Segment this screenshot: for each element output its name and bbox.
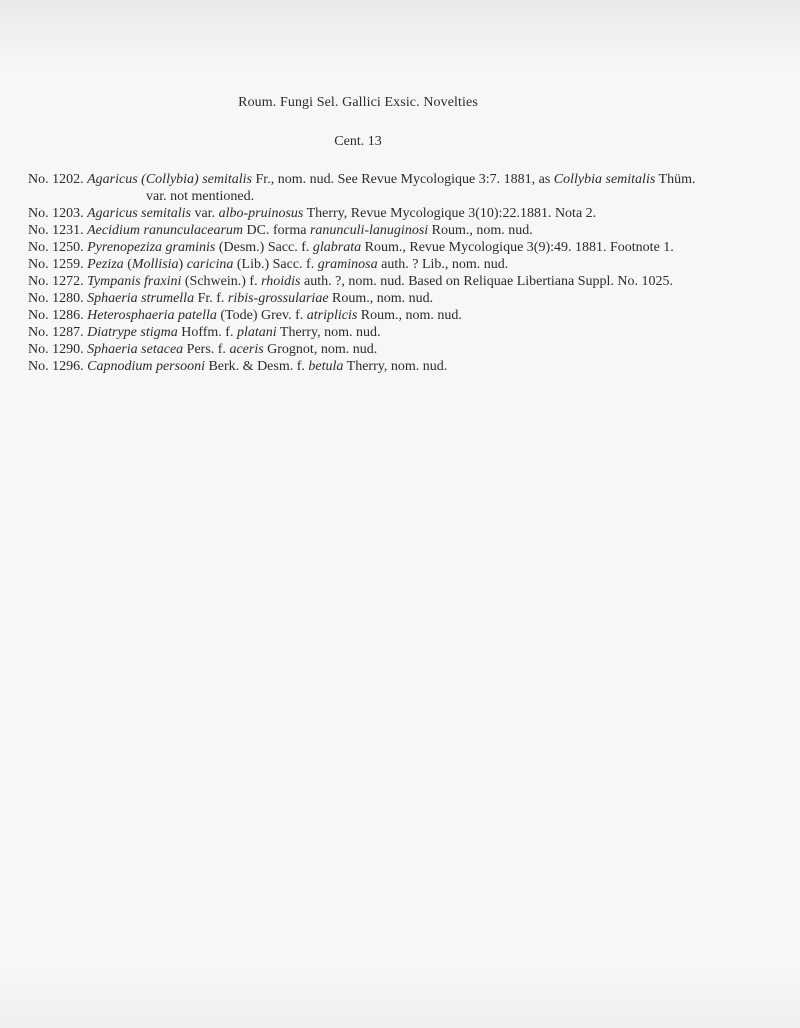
list-item — [28, 307, 708, 324]
list-item — [28, 171, 708, 205]
taxon-name: ranunculi-lanuginosi — [309, 223, 429, 238]
entry-text: ) — [178, 257, 187, 272]
entry-number: No. 1259. — [28, 257, 84, 272]
entry-text: (Lib.) Sacc. f. — [233, 257, 318, 272]
entry-text: Hoffm. f. — [177, 325, 237, 340]
taxon-name: Collybia semitalis — [553, 172, 656, 187]
century-label: Cent. 13 — [334, 134, 382, 149]
entry-text: Roum., Revue Mycologique 3(9):49. 1881. Footnote 1. — [361, 240, 674, 255]
taxon-name: betula — [308, 359, 344, 374]
entry-text: (Tode) Grev. f. — [216, 308, 307, 323]
list-item — [28, 256, 708, 273]
entry-number: No. 1231. — [28, 223, 84, 238]
scan-bleed-top — [0, 0, 800, 70]
taxon-name: Aecidium ranunculacearum — [87, 223, 244, 238]
taxon-name: Sphaeria strumella — [87, 291, 195, 306]
taxon-name: Agaricus (Collybia) semitalis — [87, 172, 253, 187]
entry-text: Thüm. var. not mentioned. — [146, 172, 696, 204]
entry-text: Therry, nom. nud. — [343, 359, 448, 374]
page-title: Roum. Fungi Sel. Gallici Exsic. Novelties — [238, 95, 478, 110]
novelties-list — [28, 171, 708, 375]
scan-bleed-bottom — [0, 968, 800, 1028]
taxon-name: Peziza — [87, 257, 124, 272]
list-item — [28, 222, 708, 239]
taxon-name: albo-pruinosus — [218, 206, 304, 221]
taxon-name: Heterosphaeria patella — [87, 308, 217, 323]
entry-number: No. 1250. — [28, 240, 84, 255]
taxon-name: platani — [236, 325, 277, 340]
entry-text: Fr. f. — [194, 291, 228, 306]
taxon-name: Mollisia — [131, 257, 179, 272]
entry-text: Grognot, nom. nud. — [263, 342, 378, 357]
entry-text: (Desm.) Sacc. f. — [215, 240, 313, 255]
list-item — [28, 273, 708, 290]
taxon-name: aceris — [229, 342, 264, 357]
entry-number: No. 1286. — [28, 308, 84, 323]
taxon-name: Tympanis fraxini — [87, 274, 182, 289]
entry-number: No. 1290. — [28, 342, 84, 357]
taxon-name: Pyrenopeziza graminis — [87, 240, 216, 255]
entry-text: Berk. & Desm. f. — [204, 359, 309, 374]
entry-number: No. 1280. — [28, 291, 84, 306]
taxon-name: Diatrype stigma — [87, 325, 178, 340]
list-item — [28, 290, 708, 307]
entry-number: No. 1272. — [28, 274, 84, 289]
list-item — [28, 205, 708, 222]
entry-text: Therry, nom. nud. — [276, 325, 381, 340]
taxon-name: graminosa — [317, 257, 378, 272]
entry-text: Roum., nom. nud. — [428, 223, 533, 238]
taxon-name: Agaricus semitalis — [87, 206, 191, 221]
entry-number: No. 1203. — [28, 206, 84, 221]
entry-text: DC. forma — [243, 223, 310, 238]
taxon-name: ribis-grossulariae — [227, 291, 329, 306]
entry-text: Pers. f. — [183, 342, 230, 357]
list-item — [28, 341, 708, 358]
list-item — [28, 324, 708, 341]
taxon-name: Capnodium persooni — [87, 359, 205, 374]
entry-text: ( — [123, 257, 132, 272]
entry-text: Therry, Revue Mycologique 3(10):22.1881. Nota 2. — [303, 206, 597, 221]
entry-number: No. 1296. — [28, 359, 84, 374]
taxon-name: glabrata — [312, 240, 362, 255]
taxon-name: Sphaeria setacea — [87, 342, 184, 357]
entry-number: No. 1202. — [28, 172, 84, 187]
taxon-name: atriplicis — [306, 308, 358, 323]
entry-text: auth. ? Lib., nom. nud. — [377, 257, 509, 272]
entry-text: Roum., nom. nud. — [357, 308, 462, 323]
entry-text: var. — [190, 206, 219, 221]
entry-text: Fr., nom. nud. See Revue Mycologique 3:7. 1881, as — [252, 172, 554, 187]
entry-text: Roum., nom. nud. — [328, 291, 434, 306]
entry-number: No. 1287. — [28, 325, 84, 340]
taxon-name: caricina — [186, 257, 234, 272]
taxon-name: rhoidis — [261, 274, 301, 289]
list-item — [28, 358, 708, 375]
list-item — [28, 239, 708, 256]
entry-text: (Schwein.) f. — [181, 274, 262, 289]
entry-text: auth. ?, nom. nud. Based on Reliquae Libertiana Suppl. No. 1025. — [300, 274, 674, 289]
